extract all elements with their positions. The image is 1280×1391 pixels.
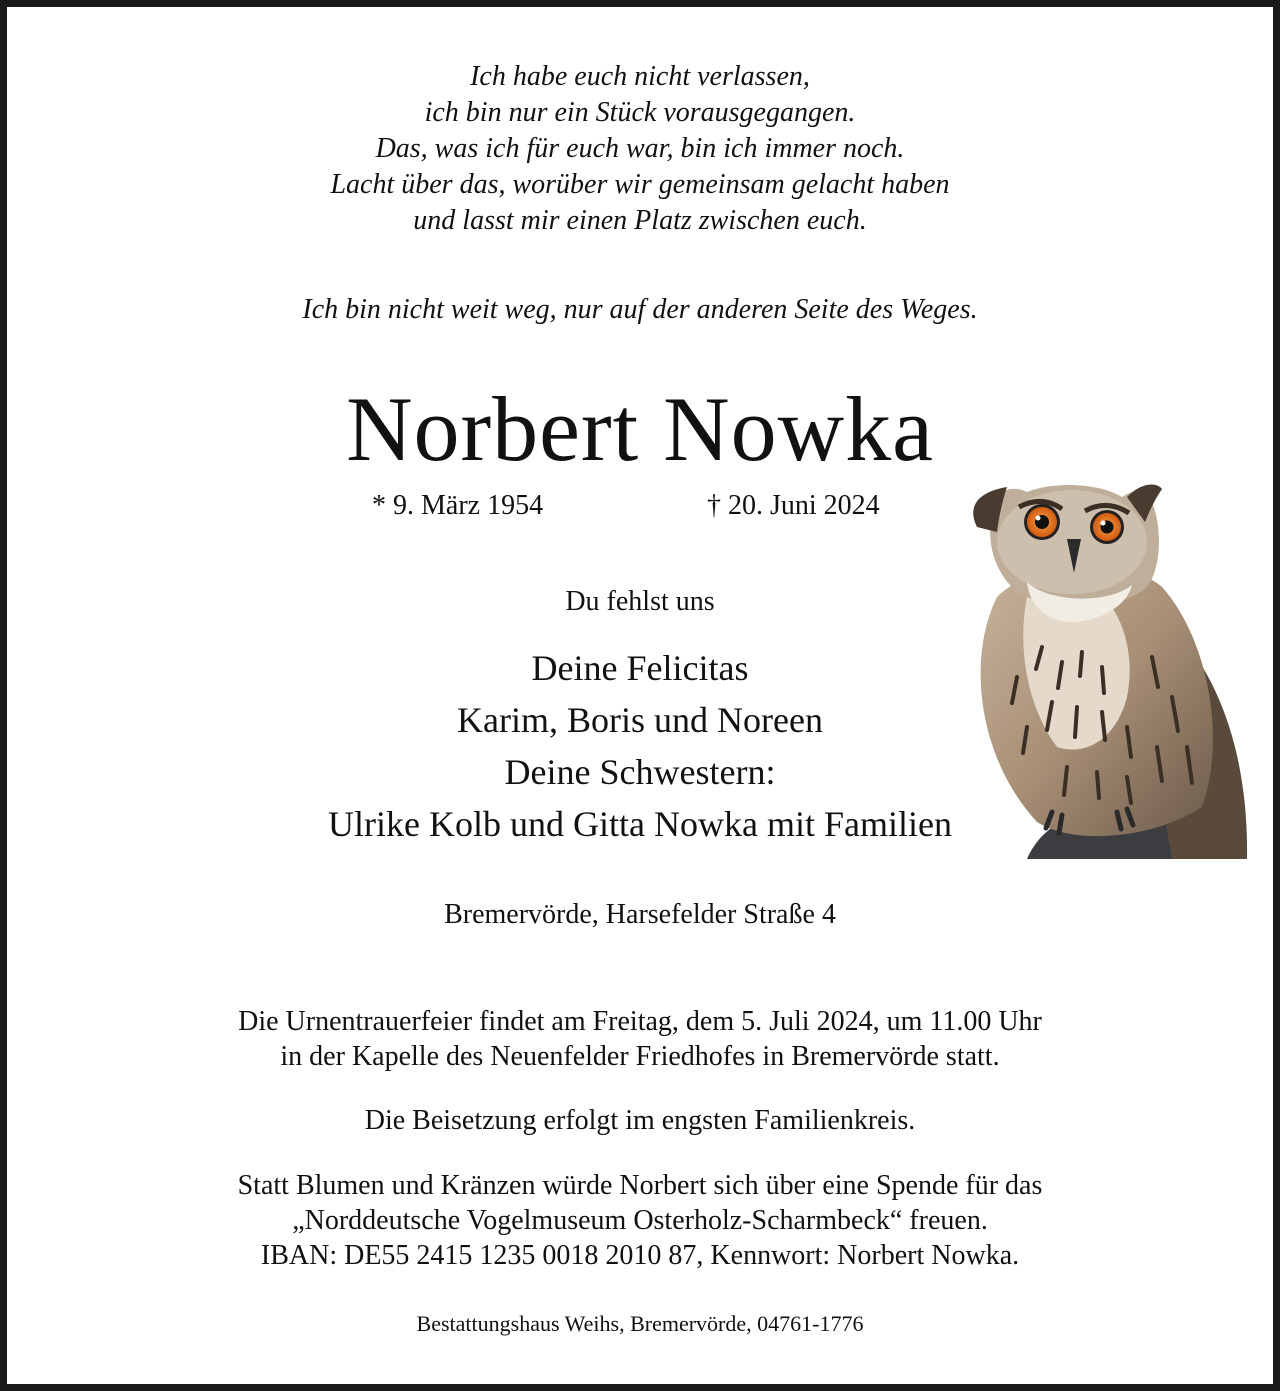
poem-line: Das, was ich für euch war, bin ich immer noch. — [375, 133, 905, 164]
obituary-notice — [7, 7, 1273, 1384]
poem-line: und lasst mir einen Platz zwischen euch. — [413, 205, 867, 236]
poem-line: Lacht über das, worüber wir gemeinsam gelacht haben — [330, 169, 950, 200]
poem — [7, 59, 1273, 239]
burial-info — [7, 1103, 1273, 1138]
owl-illustration-icon — [957, 477, 1253, 859]
mourners-intro: Du fehlst uns — [565, 586, 715, 617]
burial-line: Die Beisetzung erfolgt im engsten Familienkreis. — [364, 1105, 916, 1136]
poem-line: ich bin nur ein Stück vorausgegangen. — [424, 97, 856, 128]
poem-line: Ich habe euch nicht verlassen, — [470, 61, 810, 92]
birth-date: * 9. März 1954 — [372, 490, 544, 521]
poem-final-line: Ich bin nicht weit weg, nur auf der anderen Seite des Weges. — [302, 294, 978, 325]
ceremony-line: in der Kapelle des Neuenfelder Friedhofes in Bremervörde statt. — [280, 1041, 1000, 1072]
death-date: † 20. Juni 2024 — [707, 490, 880, 521]
mourner-line: Deine Schwestern: — [504, 752, 776, 792]
donation-line: IBAN: DE55 2415 1235 0018 2010 87, Kennwort: Norbert Nowka. — [260, 1240, 1020, 1271]
address: Bremervörde, Harsefelder Straße 4 — [444, 899, 836, 930]
funeral-home: Bestattungshaus Weihs, Bremervörde, 04761-1776 — [416, 1311, 864, 1336]
mourner-line: Ulrike Kolb und Gitta Nowka mit Familien — [328, 804, 952, 844]
donation-line: Statt Blumen und Kränzen würde Norbert sich über eine Spende für das — [237, 1170, 1043, 1201]
ceremony-info — [7, 1004, 1273, 1074]
donation-info — [7, 1168, 1273, 1273]
mourner-line: Karim, Boris und Noreen — [457, 700, 823, 740]
donation-line: „Norddeutsche Vogelmuseum Osterholz-Scharmbeck“ freuen. — [292, 1205, 988, 1236]
mourner-line: Deine Felicitas — [531, 648, 749, 688]
ceremony-line: Die Urnentrauerfeier findet am Freitag, dem 5. Juli 2024, um 11.00 Uhr — [238, 1006, 1042, 1037]
deceased-name: Norbert Nowka — [346, 378, 934, 480]
